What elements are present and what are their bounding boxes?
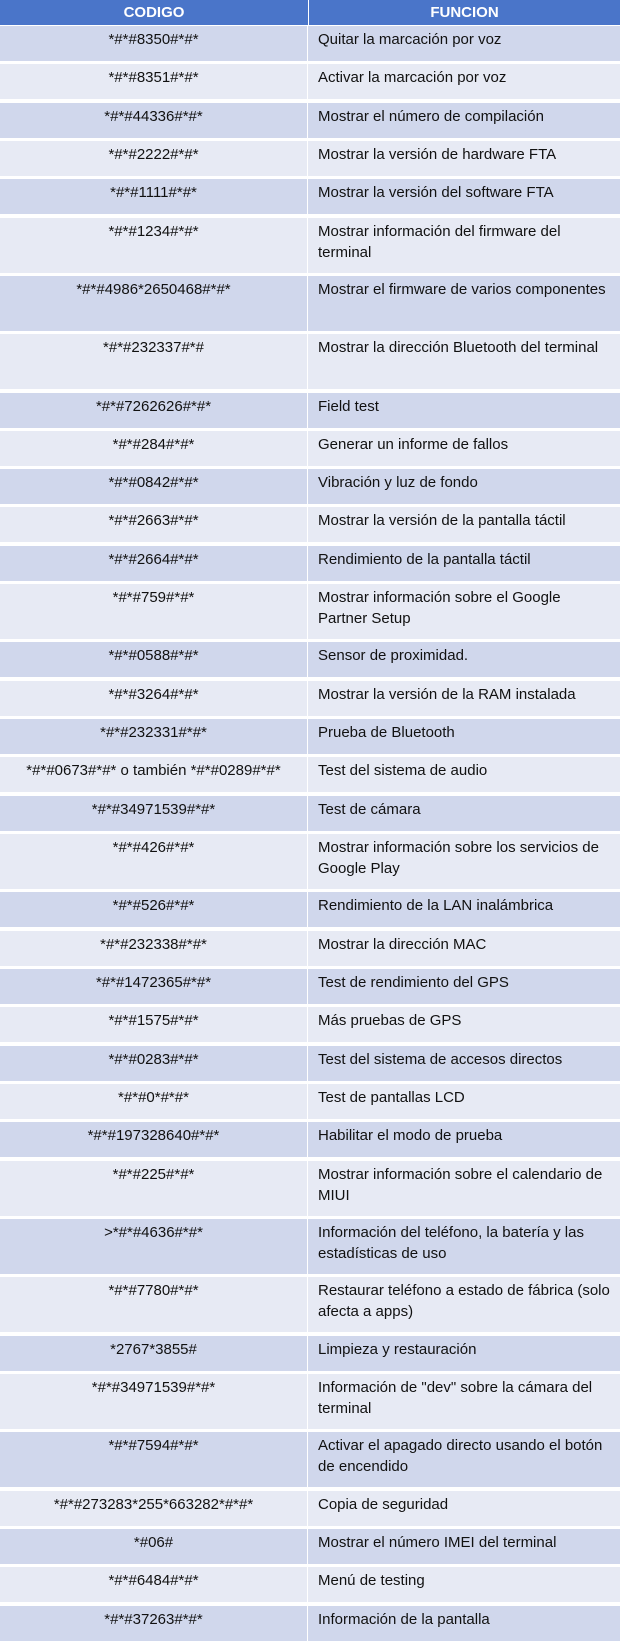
- table-row: [0, 1491, 620, 1528]
- table-row: [0, 1122, 620, 1159]
- code-cell: *#*#8351#*#*: [0, 64, 308, 99]
- table-row: [0, 1374, 620, 1431]
- table-row: [0, 1336, 620, 1373]
- function-cell: Más pruebas de GPS: [318, 1012, 462, 1030]
- code-cell: *#*#0*#*#*: [0, 1084, 308, 1119]
- code-cell: *#*#284#*#*: [0, 431, 308, 466]
- table-row: [0, 1084, 620, 1121]
- function-cell: Generar un informe de fallos: [318, 435, 509, 453]
- table-row: [0, 469, 620, 506]
- function-cell: Prueba de Bluetooth: [318, 724, 455, 742]
- table-row: [0, 1219, 620, 1276]
- function-cell: Mostrar el firmware de varios componentes: [318, 280, 606, 298]
- code-cell: *#*#1472365#*#*: [0, 969, 308, 1004]
- code-cell: *#*#273283*255*663282*#*#*: [0, 1491, 308, 1526]
- function-cell: Mostrar el número IMEI del terminal: [318, 1534, 557, 1552]
- code-cell: *#*#7594#*#*: [0, 1432, 308, 1487]
- function-cell: Mostrar la versión de hardware FTA: [318, 145, 557, 163]
- function-cell: Activar la marcación por voz: [318, 69, 507, 87]
- code-cell: *#*#4986*2650468#*#*: [0, 276, 308, 331]
- table-row: [0, 276, 620, 333]
- table-row: [0, 719, 620, 756]
- table-header: [0, 0, 620, 26]
- function-cell: Test del sistema de audio: [318, 762, 488, 780]
- code-cell: *#*#1111#*#*: [0, 179, 308, 214]
- code-cell: *#*#232331#*#*: [0, 719, 308, 754]
- code-cell: *#*#426#*#*: [0, 834, 308, 889]
- header-funcion: FUNCION: [308, 0, 620, 26]
- code-cell: *#*#232338#*#*: [0, 931, 308, 966]
- code-cell: *#*#34971539#*#*: [0, 796, 308, 831]
- table-row: [0, 969, 620, 1006]
- function-cell: Mostrar información sobre el Google Partner Setup: [318, 589, 561, 628]
- code-cell: *#*#44336#*#*: [0, 103, 308, 138]
- table-row: [0, 546, 620, 583]
- function-cell: Mostrar información sobre los servicios de Google Play: [318, 839, 599, 878]
- function-cell: Restaurar teléfono a estado de fábrica (solo afecta a apps): [318, 1282, 610, 1321]
- table-row: [0, 334, 620, 391]
- code-cell: *#*#197328640#*#*: [0, 1122, 308, 1157]
- table-row: [0, 103, 620, 140]
- function-cell: Test del sistema de accesos directos: [318, 1050, 563, 1068]
- code-cell: *#*#0673#*#* o también *#*#0289#*#*: [0, 757, 308, 792]
- table-row: [0, 584, 620, 641]
- function-cell: Quitar la marcación por voz: [318, 31, 502, 48]
- table-row: [0, 1606, 620, 1643]
- table-row: [0, 1432, 620, 1489]
- function-cell: Vibración y luz de fondo: [318, 474, 478, 492]
- table-row: [0, 26, 620, 63]
- function-cell: Limpieza y restauración: [318, 1340, 477, 1358]
- code-cell: *#*#1575#*#*: [0, 1007, 308, 1042]
- table-body: [0, 26, 620, 1644]
- header-codigo: CODIGO: [123, 4, 185, 21]
- function-cell: Habilitar el modo de prueba: [318, 1127, 503, 1145]
- function-cell: Mostrar la versión de la RAM instalada: [318, 685, 576, 703]
- table-row: [0, 642, 620, 679]
- function-cell: Test de rendimiento del GPS: [318, 974, 509, 992]
- function-cell: Mostrar el número de compilación: [318, 107, 544, 125]
- code-cell: *#*#2222#*#*: [0, 141, 308, 176]
- function-cell: Mostrar información sobre el calendario de MIUI: [318, 1165, 603, 1204]
- code-cell: *#*#225#*#*: [0, 1161, 308, 1216]
- code-cell: *#*#6484#*#*: [0, 1567, 308, 1602]
- table-row: [0, 1529, 620, 1566]
- table-row: [0, 393, 620, 430]
- code-cell: *#*#2664#*#*: [0, 546, 308, 581]
- function-cell: Field test: [318, 397, 379, 415]
- code-cell: *#*#232337#*#: [0, 334, 308, 389]
- function-cell: Activar el apagado directo usando el botón de encendido: [318, 1437, 603, 1476]
- function-cell: Menú de testing: [318, 1572, 425, 1590]
- function-cell: Sensor de proximidad.: [318, 647, 469, 665]
- table-row: [0, 1567, 620, 1604]
- code-cell: *#*#3264#*#*: [0, 681, 308, 716]
- code-cell: *#*#34971539#*#*: [0, 1374, 308, 1429]
- function-cell: Mostrar la dirección MAC: [318, 935, 487, 953]
- function-cell: Información de "dev" sobre la cámara del terminal: [318, 1379, 593, 1418]
- table-row: [0, 681, 620, 718]
- table-row: [0, 931, 620, 968]
- table-row: [0, 834, 620, 891]
- code-cell: *#*#7780#*#*: [0, 1277, 308, 1332]
- code-cell: *#*#759#*#*: [0, 584, 308, 639]
- function-cell: Mostrar la versión del software FTA: [318, 184, 554, 202]
- code-cell: *#*#2663#*#*: [0, 507, 308, 542]
- table-row: [0, 1277, 620, 1334]
- code-cell: *#*#0842#*#*: [0, 469, 308, 504]
- code-cell: *#*#0283#*#*: [0, 1046, 308, 1081]
- table-row: [0, 892, 620, 929]
- function-cell: Información del teléfono, la batería y las estadísticas de uso: [318, 1224, 584, 1263]
- table-row: [0, 64, 620, 101]
- function-cell: Test de cámara: [318, 800, 421, 818]
- code-cell: *#*#8350#*#*: [0, 26, 308, 61]
- table-row: [0, 431, 620, 468]
- function-cell: Mostrar la dirección Bluetooth del terminal: [318, 339, 599, 357]
- function-cell: Mostrar información del firmware del terminal: [318, 222, 561, 261]
- table-row: [0, 757, 620, 794]
- function-cell: Rendimiento de la LAN inalámbrica: [318, 897, 554, 915]
- code-cell: *#*#1234#*#*: [0, 218, 308, 273]
- function-cell: Test de pantallas LCD: [318, 1089, 465, 1107]
- code-cell: *2767*3855#: [0, 1336, 308, 1371]
- code-cell: *#*#0588#*#*: [0, 642, 308, 677]
- function-cell: Información de la pantalla: [318, 1610, 490, 1628]
- table-row: [0, 1161, 620, 1218]
- code-cell: *#06#: [0, 1529, 308, 1564]
- table-row: [0, 179, 620, 216]
- table-row: [0, 141, 620, 178]
- table-row: [0, 218, 620, 275]
- function-cell: Rendimiento de la pantalla táctil: [318, 550, 531, 568]
- table-row: [0, 507, 620, 544]
- table-row: [0, 1007, 620, 1044]
- function-cell: Copia de seguridad: [318, 1495, 449, 1513]
- code-cell: *#*#7262626#*#*: [0, 393, 308, 428]
- code-cell: >*#*#4636#*#*: [0, 1219, 308, 1274]
- function-cell: Mostrar la versión de la pantalla táctil: [318, 512, 566, 530]
- table-row: [0, 796, 620, 833]
- table-row: [0, 1046, 620, 1083]
- code-cell: *#*#37263#*#*: [0, 1606, 308, 1641]
- code-cell: *#*#526#*#*: [0, 892, 308, 927]
